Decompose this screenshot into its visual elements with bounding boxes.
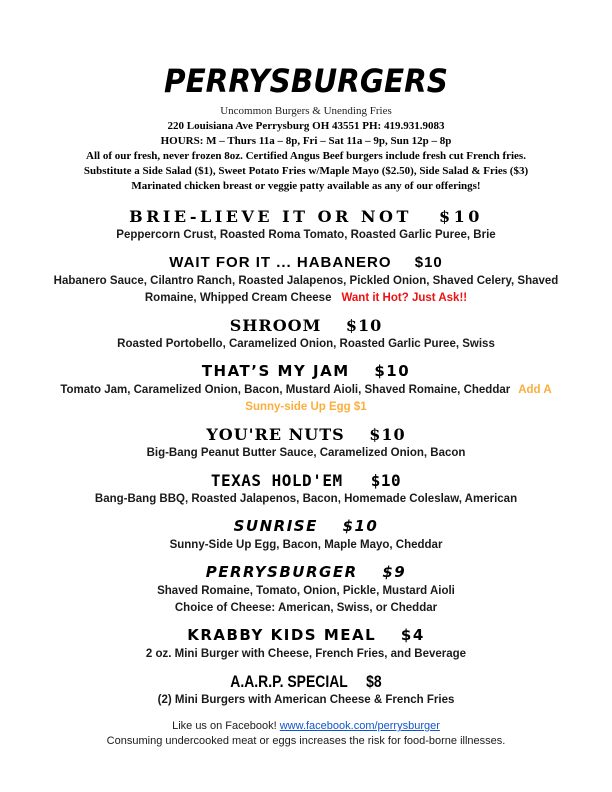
item-name: PERRYSBURGER	[205, 563, 358, 581]
hot-note: Want it Hot? Just Ask!!	[341, 292, 468, 304]
item-cheese-choice: Choice of Cheese: American, Swiss, or Cheddar	[174, 602, 438, 614]
item-name-line	[50, 516, 562, 537]
item-name-line	[50, 361, 562, 382]
item-name: WAIT FOR IT ... HABANERO	[169, 254, 392, 271]
item-name-line	[50, 252, 562, 273]
menu-item-aarp-special	[50, 671, 562, 709]
item-ingredients: Habanero Sauce, Cilantro Ranch, Roasted Jalapenos, Pickled Onion, Shaved Celery, Shaved Romaine, Whipped Cream Cheese	[53, 275, 559, 304]
menu-item-thats-my-jam	[50, 361, 562, 416]
item-name-line	[50, 315, 562, 336]
menu-footer	[50, 719, 562, 749]
facebook-prompt: Like us on Facebook!	[172, 720, 277, 732]
item-price: $4	[400, 626, 425, 644]
item-name-line	[50, 562, 562, 583]
fresh-beef-note: All of our fresh, never frozen 8oz. Certified Angus Beef burgers include fresh cut French fries.	[86, 150, 526, 162]
item-price: $9	[382, 563, 407, 581]
item-name-line	[50, 470, 562, 491]
item-description: Big-Bang Peanut Butter Sauce, Caramelized Onion, Bacon	[146, 447, 466, 459]
tagline: Uncommon Burgers & Unending Fries	[220, 105, 392, 117]
item-price: $10	[369, 425, 406, 444]
menu-item-shroom	[50, 315, 562, 353]
facebook-link[interactable]: www.facebook.com/perrysburger	[279, 720, 440, 732]
item-description: 2 oz. Mini Burger with Cheese, French Fries, and Beverage	[145, 648, 467, 660]
item-price: $10	[342, 517, 379, 535]
menu-item-texas-holdem	[50, 470, 562, 508]
restaurant-title: PERRYSBURGERS	[163, 62, 448, 100]
substitution-note: Substitute a Side Salad ($1), Sweet Potato Fries w/Maple Mayo ($2.50), Side Salad & Fries ($3)	[83, 165, 529, 177]
item-description	[50, 273, 562, 307]
item-name: A.A.R.P. SPECIAL	[230, 672, 348, 691]
item-price: $10	[414, 254, 443, 271]
item-name: THAT’S MY JAM	[201, 362, 350, 380]
item-price: $8	[366, 672, 382, 691]
item-description: Bang-Bang BBQ, Roasted Jalapenos, Bacon, Homemade Coleslaw, American	[94, 493, 518, 505]
menu-item-habanero	[50, 252, 562, 307]
item-description: Roasted Portobello, Caramelized Onion, Roasted Garlic Puree, Swiss	[117, 338, 495, 350]
protein-option-note: Marinated chicken breast or veggie patty available as any of our offerings!	[131, 180, 481, 192]
item-price: $10	[374, 362, 411, 380]
item-name: SUNRISE	[233, 517, 318, 535]
item-price: $10	[345, 316, 383, 335]
menu-item-krabby-kids	[50, 625, 562, 663]
menu-list	[50, 206, 562, 709]
item-name: YOU'RE NUTS	[206, 425, 345, 444]
item-description: Sunny-Side Up Egg, Bacon, Maple Mayo, Cheddar	[169, 539, 443, 551]
item-description: Shaved Romaine, Tomato, Onion, Pickle, Mustard Aioli	[157, 585, 455, 597]
item-description: (2) Mini Burgers with American Cheese & French Fries	[157, 694, 455, 706]
health-disclaimer: Consuming undercooked meat or eggs increases the risk for food-borne illnesses.	[106, 735, 506, 747]
item-ingredients: Tomato Jam, Caramelized Onion, Bacon, Mustard Aioli, Shaved Romaine, Cheddar	[60, 384, 511, 396]
item-price: $10	[438, 207, 483, 226]
item-description: Peppercorn Crust, Roasted Roma Tomato, Roasted Garlic Puree, Brie	[116, 229, 496, 241]
address-line: 220 Louisiana Ave Perrysburg OH 43551 PH: 419.931.9083	[167, 120, 445, 132]
menu-item-sunrise	[50, 516, 562, 554]
menu-item-perrysburger	[50, 562, 562, 617]
item-name: TEXAS HOLD'EM	[210, 471, 343, 490]
item-name-line	[50, 625, 562, 646]
menu-item-brie-lieve	[50, 206, 562, 244]
item-name: SHROOM	[229, 316, 322, 335]
menu-header	[50, 62, 562, 194]
item-name-line	[50, 424, 562, 445]
hours-line: HOURS: M – Thurs 11a – 8p, Fri – Sat 11a – 9p, Sun 12p – 8p	[160, 135, 452, 147]
item-price: $10	[370, 471, 402, 490]
item-name: KRABBY KIDS MEAL	[187, 626, 377, 644]
egg-addon-note: Add A Sunny-side Up Egg $1	[245, 384, 552, 413]
menu-item-youre-nuts	[50, 424, 562, 462]
item-name-line	[50, 206, 562, 227]
item-description	[50, 382, 562, 416]
facebook-line	[50, 719, 562, 734]
item-name-line	[96, 671, 516, 692]
item-name: BRIE-LIEVE IT OR NOT	[129, 207, 412, 226]
